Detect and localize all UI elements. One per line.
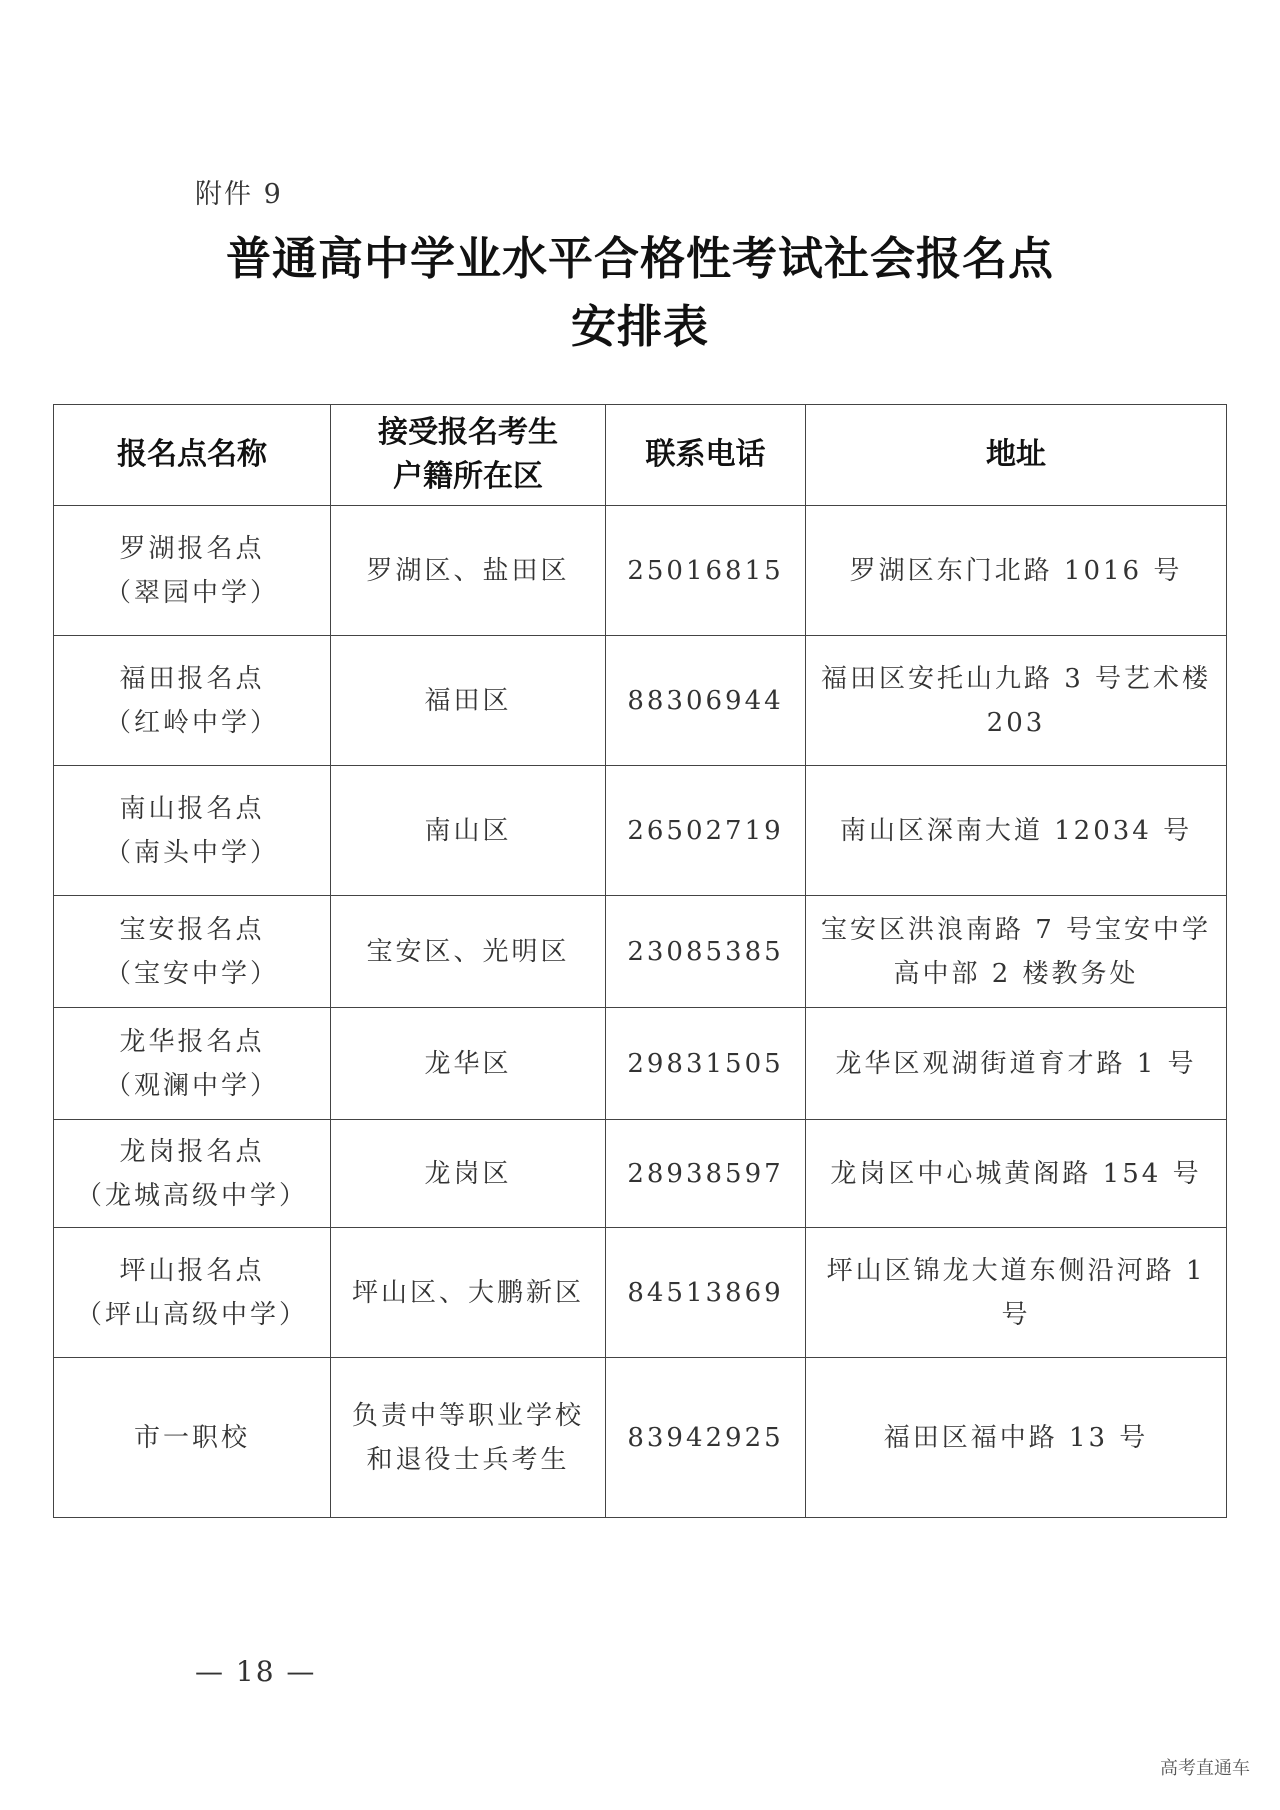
district-cell: 龙岗区 [331, 1120, 606, 1228]
phone-cell: 26502719 [606, 766, 806, 896]
registration-table [53, 404, 1227, 1518]
district-cell: 南山区 [331, 766, 606, 896]
header-district: 接受报名考生 户籍所在区 [331, 405, 606, 506]
page-number: — 18 — [195, 1655, 317, 1688]
district-cell: 福田区 [331, 636, 606, 766]
address-cell: 龙岗区中心城黄阁路 154 号 [806, 1120, 1227, 1228]
address-cell: 宝安区洪浪南路 7 号宝安中学 高中部 2 楼教务处 [806, 896, 1227, 1008]
watermark: 高考直通车 [1160, 1758, 1250, 1779]
site-name-cell: 龙华报名点 （观澜中学） [54, 1008, 331, 1120]
table-header-row [54, 405, 1227, 506]
address-cell: 罗湖区东门北路 1016 号 [806, 506, 1227, 636]
header-address: 地址 [806, 405, 1227, 506]
attachment-label: 附件 9 [195, 179, 283, 210]
site-name-cell: 福田报名点 （红岭中学） [54, 636, 331, 766]
district-cell: 罗湖区、盐田区 [331, 506, 606, 636]
site-name-cell: 罗湖报名点 （翠园中学） [54, 506, 331, 636]
table-row [54, 1228, 1227, 1358]
table-row [54, 506, 1227, 636]
header-site-name: 报名点名称 [54, 405, 331, 506]
table-row [54, 636, 1227, 766]
address-cell: 福田区福中路 13 号 [806, 1358, 1227, 1518]
phone-cell: 23085385 [606, 896, 806, 1008]
district-cell: 宝安区、光明区 [331, 896, 606, 1008]
phone-cell: 83942925 [606, 1358, 806, 1518]
site-name-cell: 坪山报名点 （坪山高级中学） [54, 1228, 331, 1358]
phone-cell: 25016815 [606, 506, 806, 636]
address-cell: 坪山区锦龙大道东侧沿河路 1 号 [806, 1228, 1227, 1358]
address-cell: 龙华区观湖街道育才路 1 号 [806, 1008, 1227, 1120]
address-cell: 福田区安托山九路 3 号艺术楼 203 [806, 636, 1227, 766]
site-name-cell: 龙岗报名点 （龙城高级中学） [54, 1120, 331, 1228]
phone-cell: 88306944 [606, 636, 806, 766]
table-row [54, 1120, 1227, 1228]
table-row [54, 1358, 1227, 1518]
site-name-cell: 南山报名点 （南头中学） [54, 766, 331, 896]
phone-cell: 28938597 [606, 1120, 806, 1228]
site-name-cell: 市一职校 [54, 1358, 331, 1518]
district-cell: 龙华区 [331, 1008, 606, 1120]
site-name-cell: 宝安报名点 （宝安中学） [54, 896, 331, 1008]
district-cell: 坪山区、大鹏新区 [331, 1228, 606, 1358]
table-row [54, 766, 1227, 896]
document-title: 普通高中学业水平合格性考试社会报名点 [225, 232, 1054, 285]
header-phone: 联系电话 [606, 405, 806, 506]
document-title-line2: 安排表 [570, 300, 709, 353]
district-cell: 负责中等职业学校 和退役士兵考生 [331, 1358, 606, 1518]
address-cell: 南山区深南大道 12034 号 [806, 766, 1227, 896]
table-row [54, 1008, 1227, 1120]
table-row [54, 896, 1227, 1008]
phone-cell: 84513869 [606, 1228, 806, 1358]
phone-cell: 29831505 [606, 1008, 806, 1120]
